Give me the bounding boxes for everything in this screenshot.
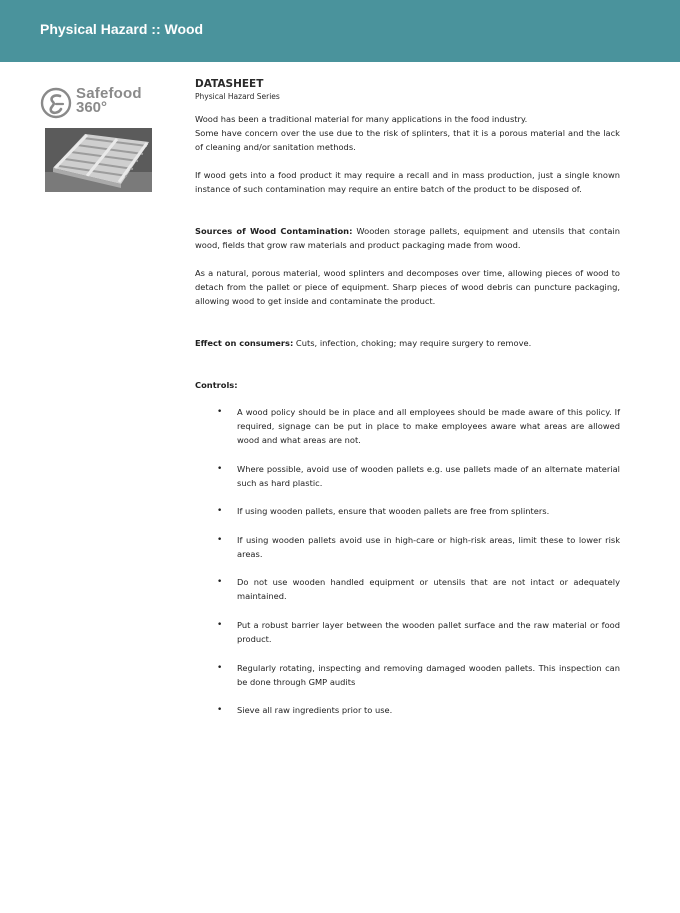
bullet-icon: • <box>217 577 223 587</box>
page-title: Physical Hazard :: Wood <box>40 21 204 37</box>
intro-line-1: Wood has been a traditional material for many applications in the food industry. <box>195 114 528 124</box>
header-bar <box>0 0 680 62</box>
list-item-text: Where possible, avoid use of wooden pallets e.g. use pallets made of an alternate material such as hard plastic. <box>237 464 620 488</box>
datasheet-subtitle: Physical Hazard Series <box>195 92 280 101</box>
datasheet-title: DATASHEET <box>195 78 264 90</box>
logo-wordmark <box>76 87 142 115</box>
bullet-icon: • <box>217 705 223 715</box>
list-item-text: If using wooden pallets, ensure that wooden pallets are free from splinters. <box>237 506 550 516</box>
controls-heading <box>195 378 620 392</box>
effect-label: Effect on consumers: <box>195 338 294 348</box>
intro-line-2: Some have concern over the use due to the risk of splinters, that it is a porous material and the lack of cleaning and/or sanitation methods. <box>195 128 620 152</box>
bullet-icon: • <box>217 407 223 417</box>
list-item-text: Do not use wooden handled equipment or utensils that are not intact or adequately maintained. <box>237 577 620 601</box>
safefood-logo-icon <box>40 87 72 119</box>
wooden-pallet-image <box>45 128 152 192</box>
list-item-text: Regularly rotating, inspecting and removing damaged wooden pallets. This inspection can be done through GMP audits <box>237 663 620 687</box>
controls-label: Controls: <box>195 380 238 390</box>
datasheet-content <box>195 78 620 103</box>
sources-paragraph <box>195 224 620 252</box>
sources-label: Sources of Wood Contamination: <box>195 226 353 236</box>
list-item-text: Sieve all raw ingredients prior to use. <box>237 705 393 715</box>
safefood-logo <box>40 87 150 119</box>
sources-text: Wooden storage pallets, equipment and utensils that contain wood, fields that grow raw materials and product packaging made from wood. <box>195 226 620 250</box>
list-item-text: Put a robust barrier layer between the wooden pallet surface and the raw material or food product. <box>237 620 620 644</box>
logo-line-1: Safefood <box>76 85 142 102</box>
bullet-icon: • <box>217 535 223 545</box>
intro-paragraph-1 <box>195 112 620 154</box>
bullet-icon: • <box>217 464 223 474</box>
effect-text: Cuts, infection, choking; may require surgery to remove. <box>293 338 532 348</box>
bullet-icon: • <box>217 620 223 630</box>
logo-line-2: 360° <box>76 99 108 116</box>
decompose-paragraph: As a natural, porous material, wood splinters and decomposes over time, allowing pieces of wood to detach from the pallet or piece of equipment. Sharp pieces of wood debris can puncture packaging, allowing wood to get inside and contaminate the product. <box>195 268 620 306</box>
bullet-icon: • <box>217 506 223 516</box>
bullet-icon: • <box>217 663 223 673</box>
intro-paragraph-2: If wood gets into a food product it may require a recall and in mass production, just a single known instance of such contamination may require an entire batch of the product to be disposed of. <box>195 170 620 194</box>
list-item-text: If using wooden pallets avoid use in high-care or high-risk areas, limit these to lower risk areas. <box>237 535 620 559</box>
effect-paragraph <box>195 336 620 350</box>
list-item-text: A wood policy should be in place and all employees should be made aware of this policy. If required, signage can be put in place to make employees aware what areas are allowed wood and what areas are not. <box>237 407 620 445</box>
